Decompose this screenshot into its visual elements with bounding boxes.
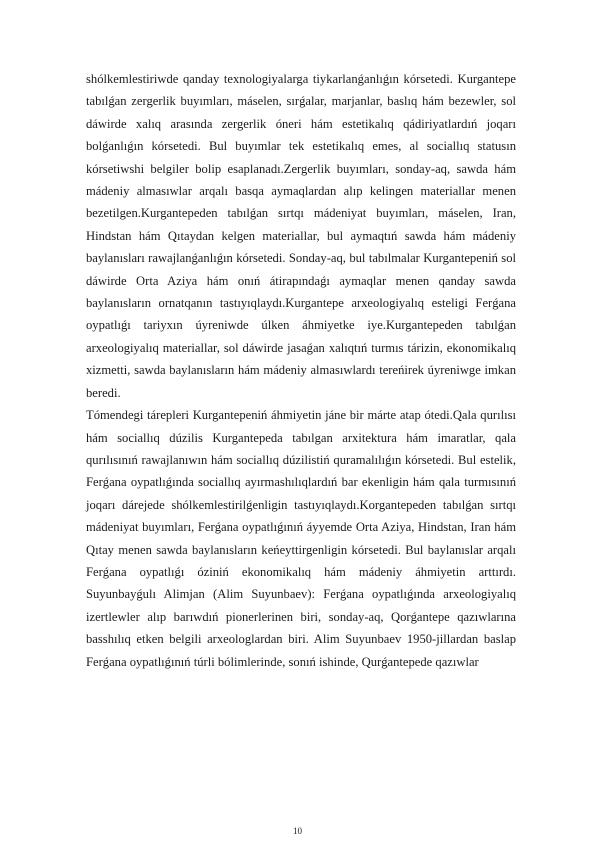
- page-body: [86, 68, 516, 673]
- page-number: 10: [293, 826, 302, 836]
- paragraph-2: Tómendegi tárepleri Kurgantepeniń áhmiyetin jáne bir márte atap ótedi.Qala qurılısı hám sociallıq dúzilis Kurgantepeda tabılgan arxitektura hám imaratlar, qala qurılısınıń rawajlanıwın hám sociallıq dúzilistiń quramalılıǵın kórsetedi. Bul estelik, Ferǵana oypatlıǵında sociallıq ayırmashılıqlardıń bar ekenligin hám qala turmısınıń joqarı dárejede shólkemlestirilǵenligin tastıyıqlaydı.Korgantepeden tabılǵan sırtqı mádeniyat buyımları, Ferǵana oypatlıǵınıń áyyemde Orta Aziya, Hindstan, Iran hám Qıtay menen sawda baylanısların keńeyttirgenligin kórsetedi. Bul baylanıslar arqalı Ferǵana oypatlıǵı óziniń ekonomikalıq hám mádeniy áhmiyetin arttırdı. Suyunbayǵulı Alimjan (Alim Suyunbaev): Ferǵana oypatlıǵında arxeologiyalıq izertlewler alıp barıwdıń pionerlerinen biri, sonday-aq, Qorǵantepe qazıwlarına basshılıq etken belgili arxeologlardan biri. Alim Suyunbaev 1950-jillardan baslap Ferǵana oypatlıǵınıń túrli bólimlerinde, sonıń ishinde, Qurǵantepede qazıwlar: [86, 408, 516, 669]
- paragraph-1: shólkemlestiriwde qanday texnologiyalarga tiykarlanǵanlıǵın kórsetedi. Kurgantepe tabılǵan zergerlik buyımları, máselen, sırǵalar, marjanlar, baslıq hám bezewler, sol dáwirde xalıq arasında zergerlik óneri hám estetikalıq qádiriyatlardıń joqarı bolǵanlıǵın kórsetedi. Bul buyımlar tek estetikalıq emes, al sociallıq statusın kórsetiwshi belgiler bolip esaplanadı.Zergerlik buyımları, sonday-aq, sawda hám mádeniy almasıwlar arqalı basqa aymaqlardan alıp kelingen materiallar menen bezetilgen.Kurgantepeden tabılǵan sırtqı mádeniyat buyımları, máselen, Iran, Hindstan hám Qıtaydan kelgen materiallar, bul aymaqtıń sawda hám mádeniy baylanısları rawajlanǵanlıǵın kórsetedi. Sonday-aq, bul tabılmalar Kurgantepeniń sol dáwirde Orta Aziya hám onıń átirapındaǵı aymaqlar menen qanday sawda baylanısların ornatqanın tastıyıqlaydı.Kurgantepe arxeologiyalıq esteligi Ferǵana oypatlıǵı tariyxın úyreniwde úlken áhmiyetke iye.Kurgantepeden tabılǵan arxeologiyalıq materiallar, sol dáwirde jasaǵan xalıqtıń turmıs tárizin, ekonomikalıq xizmetti, sawda baylanısların hám mádeniy almasıwlardı tereńirek úyreniwge imkan beredi.: [86, 72, 516, 400]
